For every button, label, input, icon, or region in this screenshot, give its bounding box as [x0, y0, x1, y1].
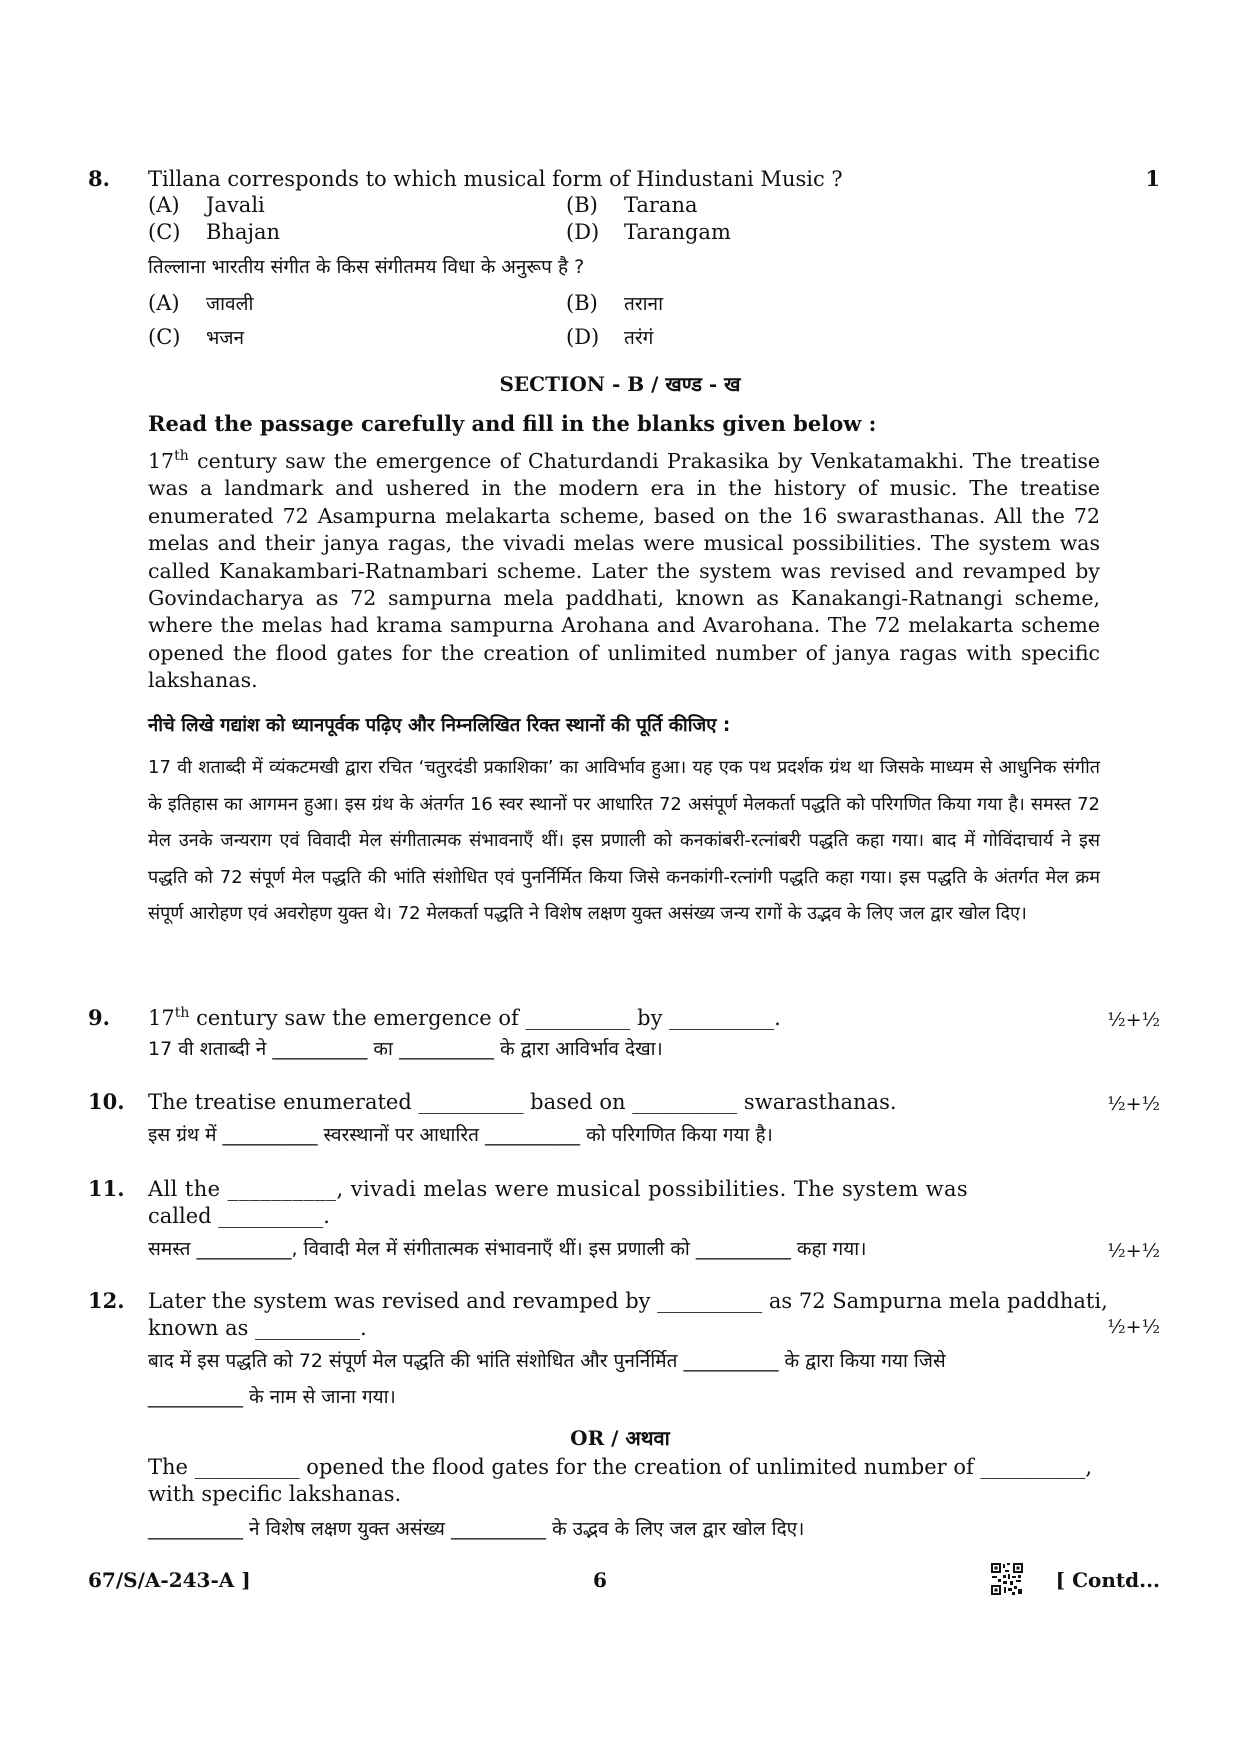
q12-alt-en-line2: with specific lakshanas.	[148, 1482, 402, 1506]
q8-option-c-hi: (C) भजन	[148, 325, 245, 349]
passage-text-en: 17th century saw the emergence of Chaturdandi Prakasika by Venkatamakhi. The treatise was a landmark and ushered in the modern era in the history of music. The treatise enumerated 72 Asampurna melakarta scheme, based on the 16 swarasthanas. All the 72 melas and their janya ragas, the vivadi melas were musical possibilities. The system was called Kanakambari-Ratnambari scheme. Later the system was revised and revamped by Govindacharya as 72 sampurna mela paddhati, known as Kanakangi-Ratnangi scheme, where the melas had krama sampurna Arohana and Avarohana. The 72 melakarta scheme opened the flood gates for the creation of unlimited number of janya ragas with specific lakshanas.	[148, 448, 1100, 693]
q12-number: 12.	[88, 1288, 125, 1313]
passage-instruction-en: Read the passage carefully and fill in the blanks given below :	[148, 411, 877, 436]
section-title: SECTION - B / खण्ड - ख	[499, 372, 741, 396]
passage-text-hi: 17 वी शताब्दी में व्यंकटमखी द्वारा रचित ‘चतुरदंडी प्रकाशिका’ का आविर्भाव हुआ। यह एक पथ प्रदर्शक ग्रंथ था जिसके माध्यम से आधुनिक संगीत के इतिहास का आगमन हुआ। इस ग्रंथ के अंतर्गत 16 स्वर स्थानों पर आधारित 72 असंपूर्ण मेलकर्ता पद्धति को परिगणित किया गया है। समस्त 72 मेल उनके जन्यराग एवं विवादी मेल संगीतात्मक संभावनाएँ थीं। इस प्रणाली को कनकांबरी-रत्नांबरी पद्धति कहा गया। बाद में गोविंदाचार्य ने इस पद्धति को 72 संपूर्ण मेल पद्धति की भांति संशोधित एवं पुनर्निर्मित किया जिसे कनकांगी-रत्नांगी पद्धति कहा गया। इस पद्धति के अंतर्गत मेल क्रम संपूर्ण आरोहण एवं अवरोहण युक्त थे। 72 मेलकर्ता पद्धति ने विशेष लक्षण युक्त असंख्य जन्य रागों के उद्भव के लिए जल द्वार खोल दिए।	[148, 757, 1100, 924]
continued-label: [ Contd...	[1055, 1568, 1160, 1592]
q8-marks: 1	[1145, 166, 1160, 191]
passage-instruction-hi: नीचे लिखे गद्यांश को ध्यानपूर्वक पढ़िए और निम्नलिखित रिक्त स्थानों की पूर्ति कीजिए :	[148, 715, 731, 736]
q8-number: 8.	[88, 166, 110, 191]
q10-number: 10.	[88, 1089, 125, 1114]
q11-question-hi: समस्त __________, विवादी मेल में संगीतात्मक संभावनाएँ थीं। इस प्रणाली को __________ कहा गया।	[148, 1238, 867, 1260]
q9-question-en: 17th century saw the emergence of __________ by __________.	[148, 1005, 781, 1030]
q9-number: 9.	[88, 1005, 110, 1030]
q8-question-hi: तिल्लाना भारतीय संगीत के किस संगीतमय विधा के अनुरूप है ?	[148, 256, 585, 278]
q8-option-a-hi: (A) जावली	[148, 291, 254, 315]
q10-marks: ½+½	[1107, 1093, 1160, 1115]
q11-number: 11.	[88, 1176, 125, 1201]
q12-question-hi-line1: बाद में इस पद्धति को 72 संपूर्ण मेल पद्धति की भांति संशोधित और पुनर्निर्मित __________ के द्वारा किया गया जिसे	[148, 1350, 946, 1372]
page-number: 6	[593, 1568, 607, 1592]
q12-alt-en-line1: The __________ opened the flood gates for the creation of unlimited number of __________,	[148, 1455, 1093, 1479]
q8-question-en: Tillana corresponds to which musical form of Hindustani Music ?	[148, 167, 843, 191]
qr-code-icon	[990, 1562, 1024, 1596]
or-label: OR / अथवा	[570, 1426, 670, 1450]
q12-alt-hi: __________ ने विशेष लक्षण युक्त असंख्य __________ के उद्भव के लिए जल द्वार खोल दिए।	[148, 1518, 805, 1540]
q8-option-d-en: (D) Tarangam	[566, 220, 731, 244]
q12-question-en-line1: Later the system was revised and revamped by __________ as 72 Sampurna mela paddhati,	[148, 1289, 1108, 1313]
q10-question-hi: इस ग्रंथ में __________ स्वरस्थानों पर आधारित __________ को परिगणित किया गया है।	[148, 1124, 773, 1146]
q11-marks: ½+½	[1107, 1240, 1160, 1262]
q8-option-a-en: (A) Javali	[148, 193, 265, 217]
q12-question-en-line2: known as __________.	[148, 1316, 367, 1340]
q11-question-en-line2: called __________.	[148, 1204, 330, 1228]
q8-option-d-hi: (D) तरंगं	[566, 325, 654, 349]
q9-question-hi: 17 वी शताब्दी ने __________ का __________ के द्वारा आविर्भाव देखा।	[148, 1038, 663, 1060]
q11-question-en-line1: All the __________, vivadi melas were musical possibilities. The system was	[148, 1177, 969, 1201]
q12-marks: ½+½	[1107, 1316, 1160, 1338]
q9-marks: ½+½	[1107, 1009, 1160, 1031]
q12-question-hi-line2: __________ के नाम से जाना गया।	[148, 1386, 396, 1408]
paper-code: 67/S/A-243-A ]	[88, 1568, 251, 1592]
q8-option-c-en: (C) Bhajan	[148, 220, 281, 244]
q8-option-b-hi: (B) तराना	[566, 291, 663, 315]
q10-question-en: The treatise enumerated __________ based on __________ swarasthanas.	[148, 1090, 897, 1114]
q8-option-b-en: (B) Tarana	[566, 193, 698, 217]
